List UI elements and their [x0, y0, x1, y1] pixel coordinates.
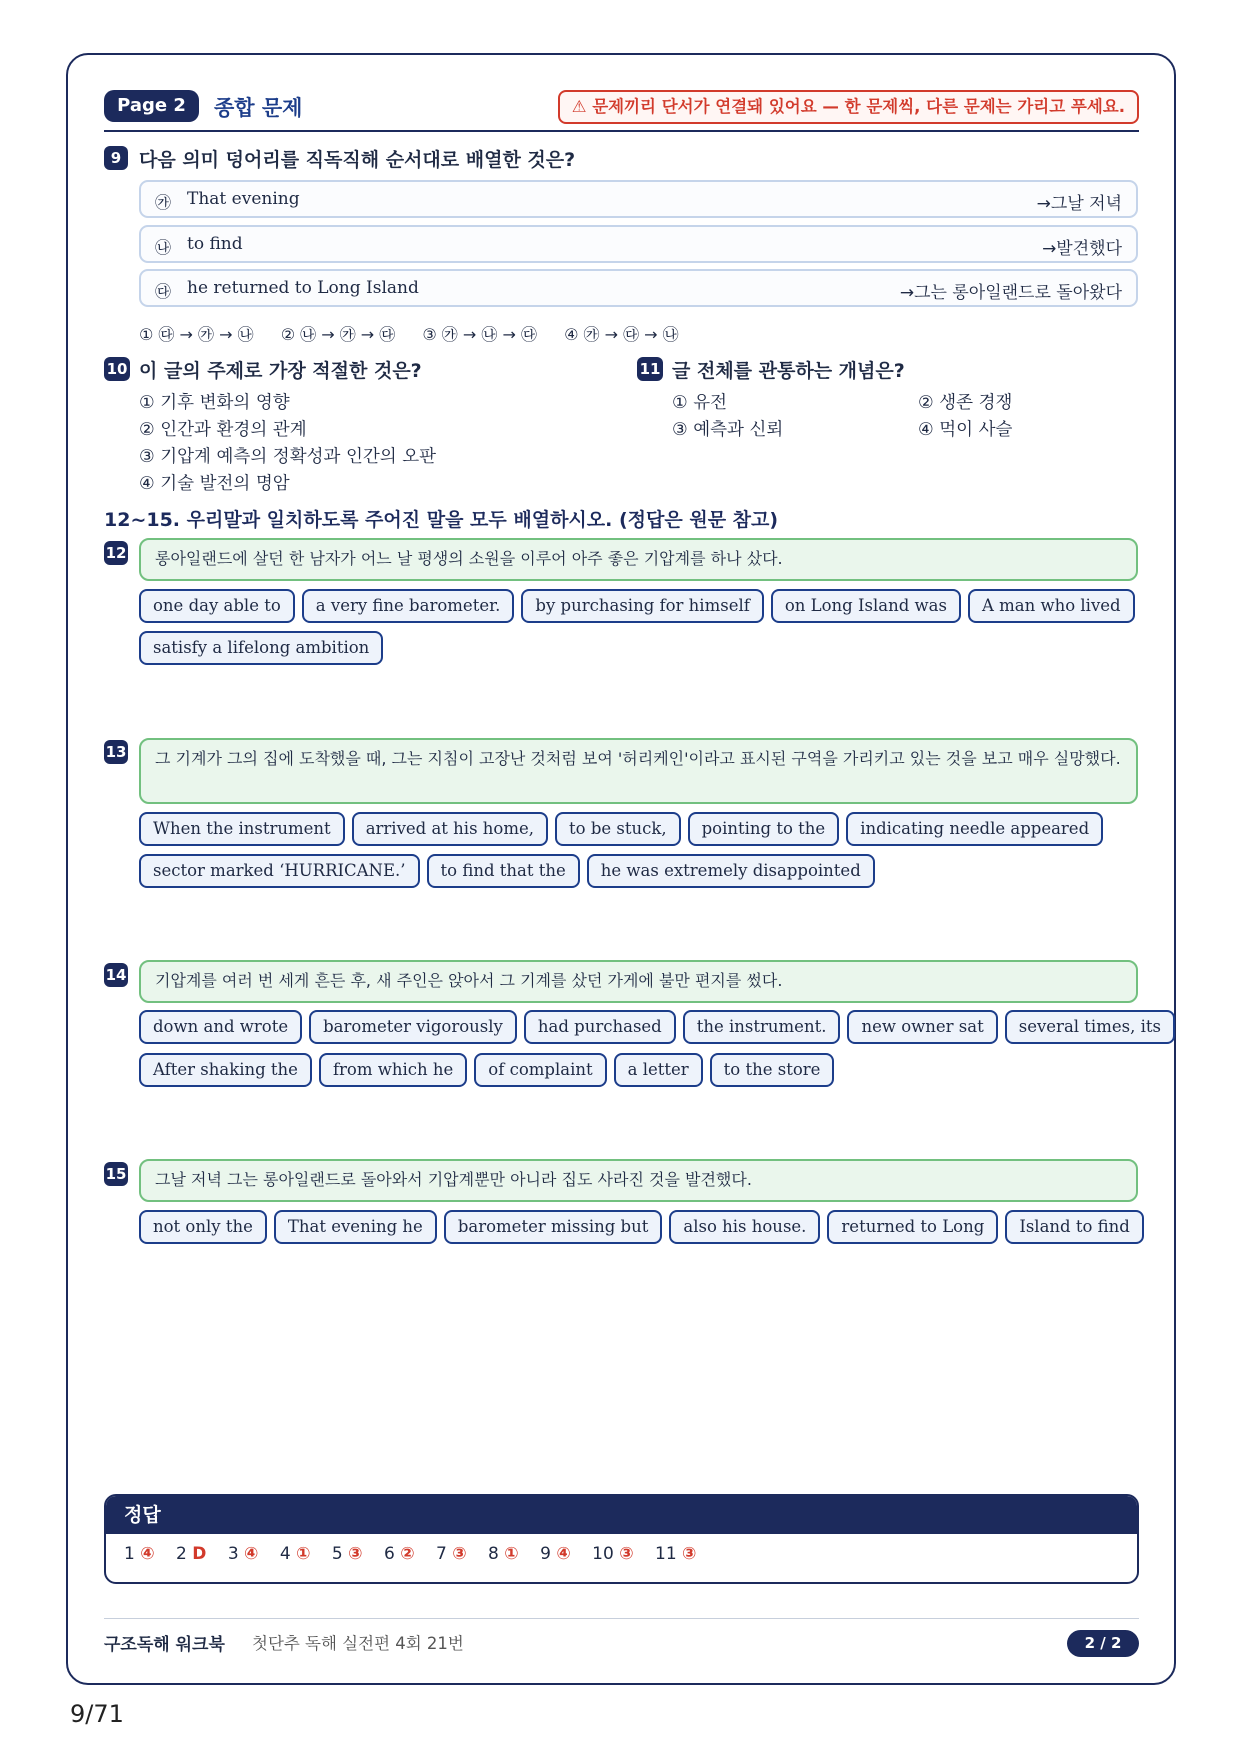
word-tile-row	[139, 1210, 1144, 1244]
answer-value: ④	[244, 1544, 259, 1564]
footer-page-badge: 2 / 2	[1067, 1630, 1139, 1657]
word-tile[interactable]: the instrument.	[683, 1010, 841, 1044]
option-2[interactable]: ② 생존 경쟁	[918, 393, 1013, 413]
word-tile[interactable]: to find that the	[427, 854, 580, 888]
answer-item	[228, 1544, 259, 1564]
answer-number: 9	[540, 1544, 551, 1564]
word-tile[interactable]: on Long Island was	[771, 589, 961, 623]
word-tile-row	[139, 1010, 1175, 1044]
korean-prompt: 그 기계가 그의 집에 도착했을 때, 그는 지침이 고장난 것처럼 보여 '허리케인'이라고 표시된 구역을 가리키고 있는 것을 보고 매우 실망했다.	[139, 738, 1138, 804]
answer-value: ④	[556, 1544, 571, 1564]
question-number-10: 10	[104, 357, 130, 381]
question-number-9: 9	[104, 146, 128, 170]
answer-value: ③	[682, 1544, 697, 1564]
option-3[interactable]: ③ ㉮ → ㉯ → ㉰	[422, 325, 537, 344]
answer-item	[592, 1544, 633, 1564]
word-tile[interactable]: to be stuck,	[555, 812, 681, 846]
answer-key-title: 정답	[106, 1496, 1137, 1534]
chunk-english: That evening	[187, 189, 300, 209]
page-header	[104, 90, 1139, 132]
word-tile[interactable]: barometer vigorously	[309, 1010, 517, 1044]
answer-number: 6	[383, 1544, 395, 1564]
chunk-korean: →발견했다	[1042, 239, 1122, 259]
question-11-text: 글 전체를 관통하는 개념은?	[672, 360, 905, 382]
answer-item	[488, 1544, 519, 1564]
pdf-page-number: 9/71	[70, 1700, 124, 1728]
page-badge: Page 2	[104, 90, 199, 122]
answer-value: ③	[619, 1544, 634, 1564]
answer-value: D	[192, 1544, 207, 1564]
answer-number: 10	[592, 1544, 614, 1564]
chunk-mark: ㉰	[155, 282, 172, 301]
word-tile[interactable]: a letter	[614, 1053, 703, 1087]
word-tile[interactable]: pointing to the	[688, 812, 840, 846]
word-tile[interactable]: several times, its	[1005, 1010, 1175, 1044]
answer-number: 7	[436, 1544, 447, 1564]
chunk-da	[139, 269, 1138, 307]
answer-number: 8	[488, 1544, 499, 1564]
chunk-english: he returned to Long Island	[187, 278, 419, 298]
answer-item	[655, 1544, 696, 1564]
word-tile[interactable]: of complaint	[474, 1053, 606, 1087]
question-9-text: 다음 의미 덩어리를 직독직해 순서대로 배열한 것은?	[139, 149, 576, 171]
word-tile[interactable]: had purchased	[524, 1010, 676, 1044]
answer-number: 1	[124, 1544, 135, 1564]
answer-value: ①	[296, 1544, 311, 1564]
option-1[interactable]: ① 기후 변화의 영향	[139, 393, 290, 413]
word-tile-row	[139, 1053, 834, 1087]
word-tile[interactable]: he was extremely disappointed	[587, 854, 875, 888]
answer-value: ②	[400, 1544, 415, 1564]
answer-value: ③	[348, 1544, 363, 1564]
word-tile-row	[139, 589, 1135, 623]
option-1[interactable]: ① ㉰ → ㉮ → ㉯	[139, 325, 254, 344]
answer-item	[436, 1544, 467, 1564]
question-number-14: 14	[104, 963, 128, 987]
option-4[interactable]: ④ ㉮ → ㉰ → ㉯	[564, 325, 679, 344]
word-tile[interactable]: down and wrote	[139, 1010, 302, 1044]
footer-brand: 구조독해 워크북	[104, 1635, 225, 1655]
answer-number: 2	[176, 1544, 187, 1564]
section-title: 12~15. 우리말과 일치하도록 주어진 말을 모두 배열하시오. (정답은 원문 참고)	[104, 509, 779, 531]
word-tile[interactable]: new owner sat	[847, 1010, 997, 1044]
korean-prompt: 롱아일랜드에 살던 한 남자가 어느 날 평생의 소원을 이루어 아주 좋은 기압계를 하나 샀다.	[139, 538, 1138, 581]
answer-list	[106, 1534, 1137, 1564]
word-tile[interactable]: A man who lived	[968, 589, 1135, 623]
korean-prompt: 기압계를 여러 번 세게 흔든 후, 새 주인은 앉아서 그 기계를 샀던 가게에 불만 편지를 썼다.	[139, 960, 1138, 1003]
answer-value: ④	[140, 1544, 155, 1564]
option-1[interactable]: ① 유전	[672, 393, 728, 413]
question-number-13: 13	[104, 740, 128, 764]
word-tile[interactable]: returned to Long	[827, 1210, 998, 1244]
question-10-text: 이 글의 주제로 가장 적절한 것은?	[139, 360, 422, 382]
chunk-english: to find	[187, 234, 243, 254]
answer-value: ①	[504, 1544, 519, 1564]
word-tile[interactable]: Island to find	[1005, 1210, 1144, 1244]
answer-value: ③	[452, 1544, 467, 1564]
warning-banner: ⚠ 문제끼리 단서가 연결돼 있어요 — 한 문제씩, 다른 문제는 가리고 푸세요.	[558, 90, 1139, 124]
word-tile[interactable]: one day able to	[139, 589, 295, 623]
word-tile[interactable]: to the store	[710, 1053, 835, 1087]
word-tile-row	[139, 631, 383, 665]
chunk-mark: ㉯	[155, 238, 172, 257]
word-tile[interactable]: satisfy a lifelong ambition	[139, 631, 383, 665]
option-2[interactable]: ② ㉯ → ㉮ → ㉰	[280, 325, 396, 344]
question-number-12: 12	[104, 541, 128, 565]
word-tile-row	[139, 812, 1103, 846]
option-3[interactable]: ③ 기압계 예측의 정확성과 인간의 오판	[139, 447, 437, 467]
chunk-mark: ㉮	[155, 193, 172, 212]
answer-item	[332, 1544, 363, 1564]
word-tile[interactable]: not only the	[139, 1210, 267, 1244]
footer-source: 첫단추 독해 실전편 4회 21번	[252, 1634, 464, 1653]
page-title: 종합 문제	[214, 96, 303, 120]
option-4[interactable]: ④ 먹이 사슬	[918, 420, 1013, 440]
word-tile[interactable]: a very fine barometer.	[302, 589, 515, 623]
question-number-11: 11	[637, 357, 663, 381]
answer-number: 4	[279, 1544, 291, 1564]
footer-divider	[104, 1618, 1139, 1619]
word-tile[interactable]: barometer missing but	[444, 1210, 663, 1244]
word-tile[interactable]: After shaking the	[139, 1053, 312, 1087]
option-2[interactable]: ② 인간과 환경의 관계	[139, 420, 307, 440]
word-tile[interactable]: When the instrument	[139, 812, 345, 846]
chunk-korean: →그날 저녁	[1036, 194, 1122, 214]
answer-item	[124, 1544, 155, 1564]
option-4[interactable]: ④ 기술 발전의 명암	[139, 474, 290, 494]
word-tile[interactable]: from which he	[319, 1053, 467, 1087]
korean-prompt: 그날 저녁 그는 롱아일랜드로 돌아와서 기압계뿐만 아니라 집도 사라진 것을 발견했다.	[139, 1159, 1138, 1202]
answer-number: 3	[227, 1544, 239, 1564]
answer-number: 11	[655, 1544, 677, 1564]
answer-item	[176, 1544, 206, 1564]
word-tile[interactable]: indicating needle appeared	[846, 812, 1103, 846]
option-3[interactable]: ③ 예측과 신뢰	[672, 420, 784, 440]
chunk-ga	[139, 180, 1138, 218]
answer-key	[104, 1494, 1139, 1584]
question-number-15: 15	[104, 1162, 128, 1186]
word-tile[interactable]: That evening he	[274, 1210, 437, 1244]
answer-item	[540, 1544, 571, 1564]
word-tile[interactable]: also his house.	[669, 1210, 820, 1244]
word-tile-row	[139, 854, 875, 888]
answer-item	[280, 1544, 311, 1564]
chunk-na	[139, 225, 1138, 263]
question-9-options	[139, 322, 701, 345]
word-tile[interactable]: sector marked ‘HURRICANE.’	[139, 854, 420, 888]
word-tile[interactable]: by purchasing for himself	[521, 589, 763, 623]
word-tile[interactable]: arrived at his home,	[352, 812, 548, 846]
answer-number: 5	[331, 1544, 343, 1564]
answer-item	[384, 1544, 415, 1564]
chunk-korean: →그는 롱아일랜드로 돌아왔다	[899, 283, 1122, 303]
